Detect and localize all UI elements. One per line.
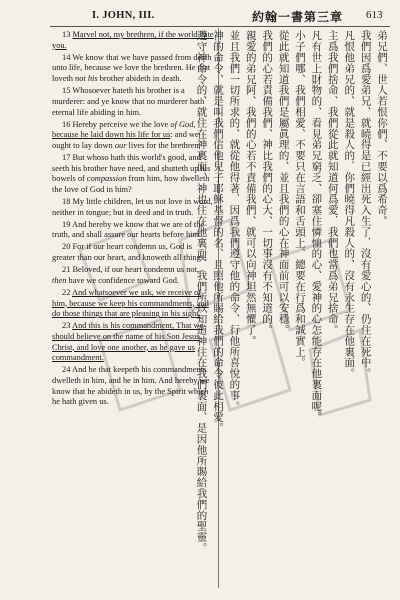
chinese-text-column xyxy=(195,30,390,586)
verse-text: have we confidence toward God. xyxy=(66,275,179,285)
verse-number: 22 xyxy=(62,287,71,297)
verse-number: 19 xyxy=(62,219,71,229)
verse-16 xyxy=(52,120,214,152)
verse-text: And hereby we know that we are of the truth, and shall assure our hearts before him. xyxy=(52,219,205,240)
verse-text: of God xyxy=(170,119,194,129)
verse-21 xyxy=(52,265,214,286)
chinese-verse-line: 從此就知道我們是屬眞理的、並且我們的心在神面前可以安穩。 xyxy=(277,30,290,336)
verse-text: , because he laid down his life for us xyxy=(52,119,196,140)
verse-text: And whatsoever we ask, we receive of him, because we keep his commandments, and do those things that are pleasing in his sight. xyxy=(52,287,209,319)
verse-15 xyxy=(52,86,214,118)
verse-19 xyxy=(52,220,214,241)
verse-number: 18 xyxy=(62,197,71,207)
chinese-verse-line: 小子們哪、我們相愛、不要只在言語和舌頭上、總要在行爲和誠實上。 xyxy=(293,30,306,368)
chinese-running-head: 約翰一書第三章 xyxy=(252,10,344,24)
verse-number: 13 xyxy=(62,30,71,39)
chinese-verse-line: 弟兄們、世人若恨你們、不要以爲希奇。 xyxy=(376,30,388,227)
chinese-verse-line: 親愛的弟兄阿、我們的心若不責備我們、就可以向神坦然無懼了。 xyxy=(244,30,257,347)
verse-text: then xyxy=(52,275,67,285)
verse-number: 24 xyxy=(62,365,71,375)
verse-text: lives for the brethren. xyxy=(126,140,201,150)
verse-24 xyxy=(52,365,214,408)
english-text-column xyxy=(52,30,214,586)
verse-text: Marvel not, my brethren, if the world hate you. xyxy=(52,30,214,50)
verse-text: We know that we have passed from death unto life, because we love the brethren. He that loveth not xyxy=(52,52,212,84)
verse-18 xyxy=(52,197,214,218)
verse-text: For if our heart condemn us, God is greater than our heart, and knoweth all things. xyxy=(52,242,207,263)
chinese-verse-line: 凡有世上財物的、看見弟兄窮乏、卻塞住憐恤的心、愛神的心怎能存在他裏面呢。 xyxy=(310,30,323,423)
verse-number: 21 xyxy=(62,265,71,275)
verse-text: compassion xyxy=(86,174,127,184)
chinese-verse-line: 凡恨他弟兄的、就是殺人的．你們曉得凡殺人的、沒有永生存在他裏面。 xyxy=(343,30,356,379)
verse-number: 17 xyxy=(62,152,71,162)
verse-13 xyxy=(52,30,214,51)
verse-number: 14 xyxy=(62,52,71,62)
verse-text: from him, how dwelleth the love of God in him? xyxy=(52,174,210,195)
verse-23 xyxy=(52,321,214,364)
chinese-verse-line: 並且我們一切所求的、就從他得著．因爲我們遵守他的命令、行他所喜悅的事。 xyxy=(228,30,241,412)
verse-text: And he that keepeth his commandments dwelleth in him, and he in him. And hereby we know that he abideth in us, by the Spirit which he hath given us. xyxy=(52,365,210,407)
page-number: 613 xyxy=(366,9,383,21)
verse-number: 15 xyxy=(62,86,71,96)
verse-text: My little children, let us not love in word, neither in tongue; but in deed and in truth. xyxy=(52,197,213,217)
verse-text: Hereby perceive we the love xyxy=(72,119,171,129)
verse-text: But whoso hath this world's good, and seeth his brother have need, and shutteth up his bowels of xyxy=(52,152,211,184)
verse-text: And this is his commandment, That we should believe on the name of his Son Jesus Christ, and love one another, as he gave us commandment. xyxy=(52,321,204,363)
chinese-verse-line: 我們的心若責備我們、神比我們的心大、一切事沒有不知道的。 xyxy=(261,30,274,336)
verse-20 xyxy=(52,242,214,263)
chinese-verse-line: 主爲我們捨命、我們從此就知道何爲愛．我們也當爲弟兄捨命。 xyxy=(326,30,339,336)
verse-text: brother abideth in death. xyxy=(97,74,182,84)
english-running-head: I. JOHN, III. xyxy=(92,10,155,21)
verse-22 xyxy=(52,288,214,320)
chinese-verse-line: 神的命令、就是叫我們信他兒子耶穌基督的名、且照他所賜給我們的命令彼此相愛。 xyxy=(211,30,224,434)
verse-number: 16 xyxy=(62,119,71,129)
verse-text: our xyxy=(114,140,127,150)
verse-14 xyxy=(52,53,214,85)
verse-17 xyxy=(52,153,214,196)
verse-number: 23 xyxy=(62,321,71,331)
verse-text: : and we ought to lay down xyxy=(52,130,199,150)
verse-number: 20 xyxy=(62,242,71,252)
chinese-verse-line: 我們因爲愛弟兄、就曉得是已經出死入生了．沒有愛心的、仍住在死中。 xyxy=(359,30,372,379)
verse-text: Beloved, if our heart condemn us not, xyxy=(72,265,199,275)
verse-text: his xyxy=(87,74,98,84)
header-rule xyxy=(50,26,390,27)
verse-text: Whosoever hateth his brother is a murderer: and ye know that no murderer hath eternal life abiding in him. xyxy=(52,86,205,117)
chinese-verse-line: 遵守神命令的、就住在神裏面、神也住在他裏面．我們所以知道神住在我們裏面、是因他所賜給我們的聖靈。 xyxy=(195,30,208,554)
